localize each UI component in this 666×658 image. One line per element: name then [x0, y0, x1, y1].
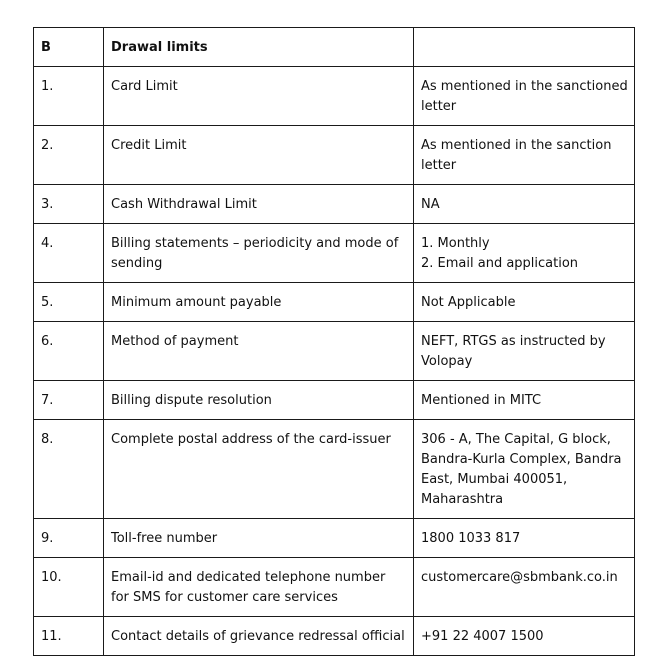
- row-item: Card Limit: [104, 67, 414, 126]
- row-number: 2.: [34, 126, 104, 185]
- table-row: [34, 519, 635, 558]
- row-number: 5.: [34, 283, 104, 322]
- table-header-row: [34, 28, 635, 67]
- row-value: NEFT, RTGS as instructed by Volopay: [414, 322, 635, 381]
- table-row: [34, 67, 635, 126]
- section-label: B: [34, 28, 104, 67]
- row-value: Mentioned in MITC: [414, 381, 635, 420]
- row-item: Billing statements – periodicity and mode of sending: [104, 224, 414, 283]
- drawal-limits-table: [33, 27, 635, 656]
- value-line: 1. Monthly: [421, 236, 490, 251]
- table-row: [34, 283, 635, 322]
- row-item: Billing dispute resolution: [104, 381, 414, 420]
- row-item: Complete postal address of the card-issuer: [104, 420, 414, 519]
- row-item: Cash Withdrawal Limit: [104, 185, 414, 224]
- table-row: [34, 558, 635, 617]
- row-number: 7.: [34, 381, 104, 420]
- row-value: [414, 224, 635, 283]
- row-number: 3.: [34, 185, 104, 224]
- row-number: 1.: [34, 67, 104, 126]
- row-value: NA: [414, 185, 635, 224]
- table-row: [34, 381, 635, 420]
- row-value: 306 - A, The Capital, G block, Bandra-Kurla Complex, Bandra East, Mumbai 400051, Maharashtra: [414, 420, 635, 519]
- row-number: 4.: [34, 224, 104, 283]
- row-value: customercare@sbmbank.co.in: [414, 558, 635, 617]
- row-number: 8.: [34, 420, 104, 519]
- table-row: [34, 224, 635, 283]
- table-row: [34, 322, 635, 381]
- row-value: As mentioned in the sanction letter: [414, 126, 635, 185]
- row-item: Contact details of grievance redressal official: [104, 617, 414, 656]
- table-row: [34, 126, 635, 185]
- table-row: [34, 617, 635, 656]
- row-value: +91 22 4007 1500: [414, 617, 635, 656]
- section-title: Drawal limits: [104, 28, 414, 67]
- row-number: 6.: [34, 322, 104, 381]
- row-item: Minimum amount payable: [104, 283, 414, 322]
- table-row: [34, 185, 635, 224]
- row-number: 11.: [34, 617, 104, 656]
- row-value: Not Applicable: [414, 283, 635, 322]
- header-blank-cell: [414, 28, 635, 67]
- table-row: [34, 420, 635, 519]
- row-number: 9.: [34, 519, 104, 558]
- row-item: Toll-free number: [104, 519, 414, 558]
- row-value: 1800 1033 817: [414, 519, 635, 558]
- value-line: 2. Email and application: [421, 256, 579, 271]
- row-item: Email-id and dedicated telephone number for SMS for customer care services: [104, 558, 414, 617]
- row-item: Credit Limit: [104, 126, 414, 185]
- row-number: 10.: [34, 558, 104, 617]
- row-item: Method of payment: [104, 322, 414, 381]
- row-value: As mentioned in the sanctioned letter: [414, 67, 635, 126]
